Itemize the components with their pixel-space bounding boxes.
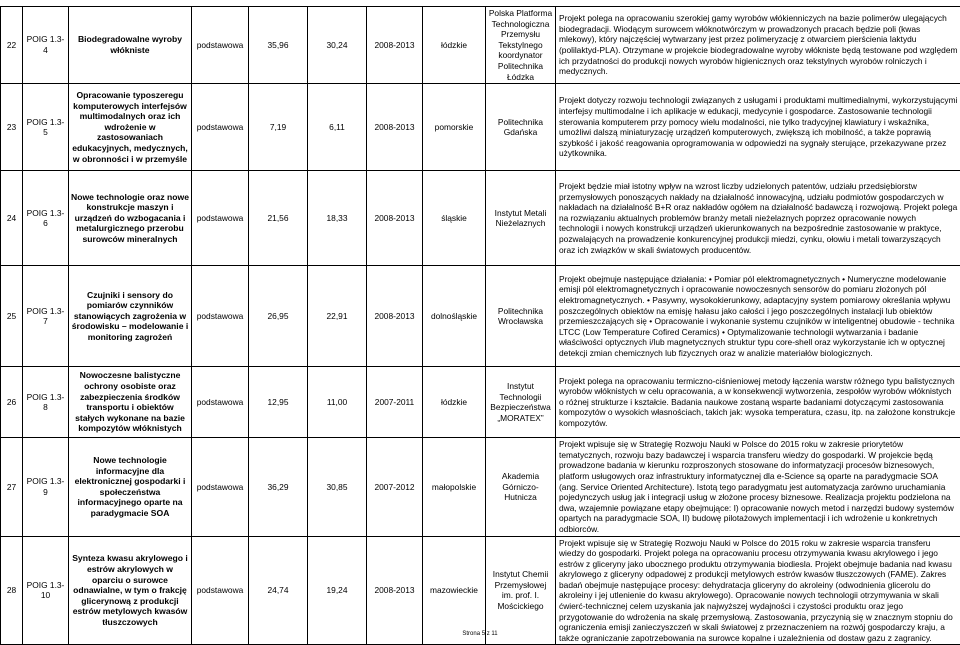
project-title: Nowoczesne balistyczne ochrony osobiste oraz zabezpieczenia środków transportu i obiektów stałych wykonane na bazie kompozytów włóknistych xyxy=(69,367,192,438)
project-description: Projekt obejmuje następujące działania: • Pomiar pól elektromagnetycznych • Numeryczne modelowanie emisji pól elektromagnetycznych i opracowanie nowoczesnych sensorów do pomiaru złożonych pól elektromagnetycznych. • Pasywny, wysokokierunkowy, adaptacyjny system pomiarowy określania wpływu poszczególnych obiektów na emisję hałasu jako całości i jego poszczególnych instalacji lub obiektów przemieszczających się • Opracowanie i wykonanie systemu czujników w inteligentnej obudowie - technika LTCC (Low Temperature Cofired Ceramics) • Optymalizowanie technologii wytwarzania i badanie właściwości optycznych i/lub magnetycznych struktur typu core-shell oraz wykorzystanie ich w optycznej detekcji zmian chemicznych lub fizycznych oraz w analizie materiałów biologicznych. xyxy=(556,266,960,367)
table-row xyxy=(1,171,960,266)
table-row xyxy=(1,84,960,171)
project-period: 2007-2011 xyxy=(367,367,423,438)
project-code: POIG 1.3-5 xyxy=(23,84,69,171)
project-description: Projekt polega na opracowaniu szerokiej gamy wyrobów włókienniczych na bazie polimerów ulegających biodegradacji. Wiodącym surowcem włóknotwórczym w prowadzonych pracach będzie poli (kwas mlekowy), który najczęściej wytwarzany jest przez polimeryzację z otwarciem pierścienia laktydu (polilaktyd-PLA). Otrzymane w projekcie biodegradowalne wyroby włókniste będą testowane pod względem ich przydatności do produkcji nowych wyrobów higienicznych oraz tekstylnych wyrobów rolniczych i medycznych. xyxy=(556,7,960,84)
project-value: 7,19 xyxy=(249,84,308,171)
beneficiary-institution: Akademia Górniczo-Hutnicza xyxy=(486,438,556,536)
project-code: POIG 1.3-4 xyxy=(23,7,69,84)
project-region: dolnośląskie xyxy=(423,266,486,367)
table-row xyxy=(1,266,960,367)
project-region: łódzkie xyxy=(423,7,486,84)
project-period: 2008-2013 xyxy=(367,171,423,266)
project-description: Projekt polega na opracowaniu termiczno-ciśnieniowej metody łączenia warstw różnego typu balistycznych wyrobów włóknistych w celu opracowania, a w konsekwencji wytworzenia, zespołów wyrobów włóknistych o różnej strukturze i kształcie. Badania naukowe zostaną wsparte badaniami dotyczącymi zastosowania kompozytów o wysokich własnościach, takich jak: wysoka temperatura, czasu, itp. na założone konstrukcje kompozytów. xyxy=(556,367,960,438)
row-number: 27 xyxy=(1,438,23,536)
project-title: Opracowanie typoszeregu komputerowych interfejsów multimodalnych oraz ich wdrożenie w zastosowaniach edukacyjnych, medycznych, w obronności i w przemyśle xyxy=(69,84,192,171)
beneficiary-institution: Instytut Chemii Przemysłowej im. prof. I. Mościckiego xyxy=(486,536,556,645)
beneficiary-institution: Polska Platforma Technologiczna Przemysłu Tekstylnego koordynator Politechnika Łódzka xyxy=(486,7,556,84)
project-code: POIG 1.3-6 xyxy=(23,171,69,266)
project-period: 2007-2012 xyxy=(367,438,423,536)
project-region: śląskie xyxy=(423,171,486,266)
project-title: Nowe technologie oraz nowe konstrukcje maszyn i urządzeń do wzbogacania i metalurgicznego przerobu surowców mineralnych xyxy=(69,171,192,266)
table-row xyxy=(1,7,960,84)
beneficiary-institution: Instytut Metali Nieżelaznych xyxy=(486,171,556,266)
project-description: Projekt wpisuje się w Strategię Rozwoju Nauki w Polsce do 2015 roku w zakresie wsparcia transferu wiedzy do gospodarki. Projekt polega na opracowaniu procesu otrzymywania kwasu akrylowego i jego estrów z gliceryny jako ubocznego produktu otrzymywania biodiesla. Projekt obejmuje badania nad kwasu akrylowego z gliceryny odpadowej z produkcji metylowych estrów kwasów tłuszczowych (FAME). Zakres badań obejmuje następujące procesy: dehydratacja gliceryny do akroleiny (odwodnienia glicerolu do akroleiny i jej utlenienie do kwasu akrylowego). Opracowanie nowych technologii otrzymywania w skali ćwierć-technicznej celem uzyskania jak najwyższej wydajności i czystości produktu oraz jego przygotowanie do wdrożenia na skalę przemysłową. Zastosowania, przyczynią się w znacznym stopniu do ograniczenia emisji zanieczyszczeń w skali światowej z przeznaczeniem na rozwój gospodarczy kraju, a także ograniczanie zapotrzebowania na surowce kopalne i uzależnienia od dostaw gazu z zagranicy. xyxy=(556,536,960,645)
project-type: podstawowa xyxy=(192,7,249,84)
row-number: 23 xyxy=(1,84,23,171)
project-type: podstawowa xyxy=(192,367,249,438)
project-value: 36,29 xyxy=(249,438,308,536)
project-code: POIG 1.3-10 xyxy=(23,536,69,645)
project-code: POIG 1.3-7 xyxy=(23,266,69,367)
project-period: 2008-2013 xyxy=(367,266,423,367)
project-value: 35,96 xyxy=(249,7,308,84)
project-period: 2008-2013 xyxy=(367,7,423,84)
project-title: Biodegradowalne wyroby włókniste xyxy=(69,7,192,84)
eu-cofunding: 30,24 xyxy=(308,7,367,84)
table-row xyxy=(1,438,960,536)
beneficiary-institution: Politechnika Wrocławska xyxy=(486,266,556,367)
project-region: małopolskie xyxy=(423,438,486,536)
project-description: Projekt będzie miał istotny wpływ na wzrost liczby udzielonych patentów, udziału przedsiębiorstw przemysłowych ponoszących nakłady na działalność innowacyjną, udziału podmiotów gospodarczych w nakładach na działalność B+R oraz nakładów ogółem na działalność badawczą i rozwojową. Projekt polega na rozwiązaniu aktualnych problemów branży metali nieżelaznych poprzez opracowanie nowych technologii i nowych konstrukcji urządzeń ukierunkowanych na bezpośrednie zastosowanie w praktyce, pozwalających na prowadzenie konkurencyjnej produkcji miedzi, cynku, ołowiu i metali towarzyszących oraz ich związków w skali światowych producentów. xyxy=(556,171,960,266)
eu-cofunding: 22,91 xyxy=(308,266,367,367)
eu-cofunding: 19,24 xyxy=(308,536,367,645)
project-region: pomorskie xyxy=(423,84,486,171)
project-type: podstawowa xyxy=(192,84,249,171)
project-type: podstawowa xyxy=(192,266,249,367)
table-row xyxy=(1,536,960,645)
beneficiary-institution: Instytut Technologii Bezpieczeństwa „MORATEX” xyxy=(486,367,556,438)
project-description: Projekt dotyczy rozwoju technologii związanych z usługami i produktami multimedialnymi, wykorzystującymi interfejsy multimodalne i ich aplikacje w edukacji, medycynie i gospodarce. Zastosowanie technologii sterowania komputerem przy pomocy wielu modalności, nie tylko tradycyjnej klawiatury i wskaźnika, umożliwi dalszą miniaturyzację urządzeń komputerowych, zwiększą ich mobilność, a także poprawią szybkość i jakość reagowania oprogramowania w odpowiedzi na sygnały sterujące, przekazywane przez użytkownika. xyxy=(556,84,960,171)
project-title: Nowe technologie informacyjne dla elektronicznej gospodarki i społeczeństwa informacyjnego oparte na paradygmacie SOA xyxy=(69,438,192,536)
project-title: Czujniki i sensory do pomiarów czynników stanowiących zagrożenia w środowisku – modelowanie i monitoring zagrożeń xyxy=(69,266,192,367)
project-description: Projekt wpisuje się w Strategię Rozwoju Nauki w Polsce do 2015 roku w zakresie priorytetów tematycznych, rozwoju bazy badawczej i wsparcia transferu wiedzy do gospodarki. W projekcie będą prowadzone badania w kierunku rozproszonych stosowane do informatyzacji procesów biznesowych, platform usługowych oraz infrastruktury informatycznej dla e-Science są oparte na paradygmacie SOA (ang. Service Oriented Architecture). Istotą tego paradygmatu jest automatyzacja zarówno uruchamiania pojedynczych usług jak i integracji usług w złożone procesy biznesowe. Realizacja projektu podzielona na dwa, wzajemnie powiązane etapy obejmujące: I) opracowanie nowych metod i narzędzi budowy systemów opartych na paradygmacie SOA, II) budowę pilotażowych implementacji i ich wdrożenie u konkretnych odbiorców. xyxy=(556,438,960,536)
project-title: Synteza kwasu akrylowego i estrów akrylowych w oparciu o surowce odnawialne, w tym o frakcję glicerynową z produkcji estrów metylowych kwasów tłuszczowych xyxy=(69,536,192,645)
beneficiary-institution: Politechnika Gdańska xyxy=(486,84,556,171)
project-code: POIG 1.3-9 xyxy=(23,438,69,536)
project-value: 26,95 xyxy=(249,266,308,367)
project-value: 21,56 xyxy=(249,171,308,266)
project-value: 12,95 xyxy=(249,367,308,438)
row-number: 25 xyxy=(1,266,23,367)
row-number: 26 xyxy=(1,367,23,438)
eu-cofunding: 30,85 xyxy=(308,438,367,536)
project-code: POIG 1.3-8 xyxy=(23,367,69,438)
project-period: 2008-2013 xyxy=(367,84,423,171)
project-region: łódzkie xyxy=(423,367,486,438)
project-period: 2008-2013 xyxy=(367,536,423,645)
table-row xyxy=(1,367,960,438)
page-footer: Strona 5 z 11 xyxy=(0,630,960,638)
eu-cofunding: 6,11 xyxy=(308,84,367,171)
row-number: 28 xyxy=(1,536,23,645)
row-number: 22 xyxy=(1,7,23,84)
project-type: podstawowa xyxy=(192,438,249,536)
project-type: podstawowa xyxy=(192,171,249,266)
project-region: mazowieckie xyxy=(423,536,486,645)
project-type: podstawowa xyxy=(192,536,249,645)
project-value: 24,74 xyxy=(249,536,308,645)
row-number: 24 xyxy=(1,171,23,266)
projects-table xyxy=(0,6,960,645)
eu-cofunding: 11,00 xyxy=(308,367,367,438)
eu-cofunding: 18,33 xyxy=(308,171,367,266)
